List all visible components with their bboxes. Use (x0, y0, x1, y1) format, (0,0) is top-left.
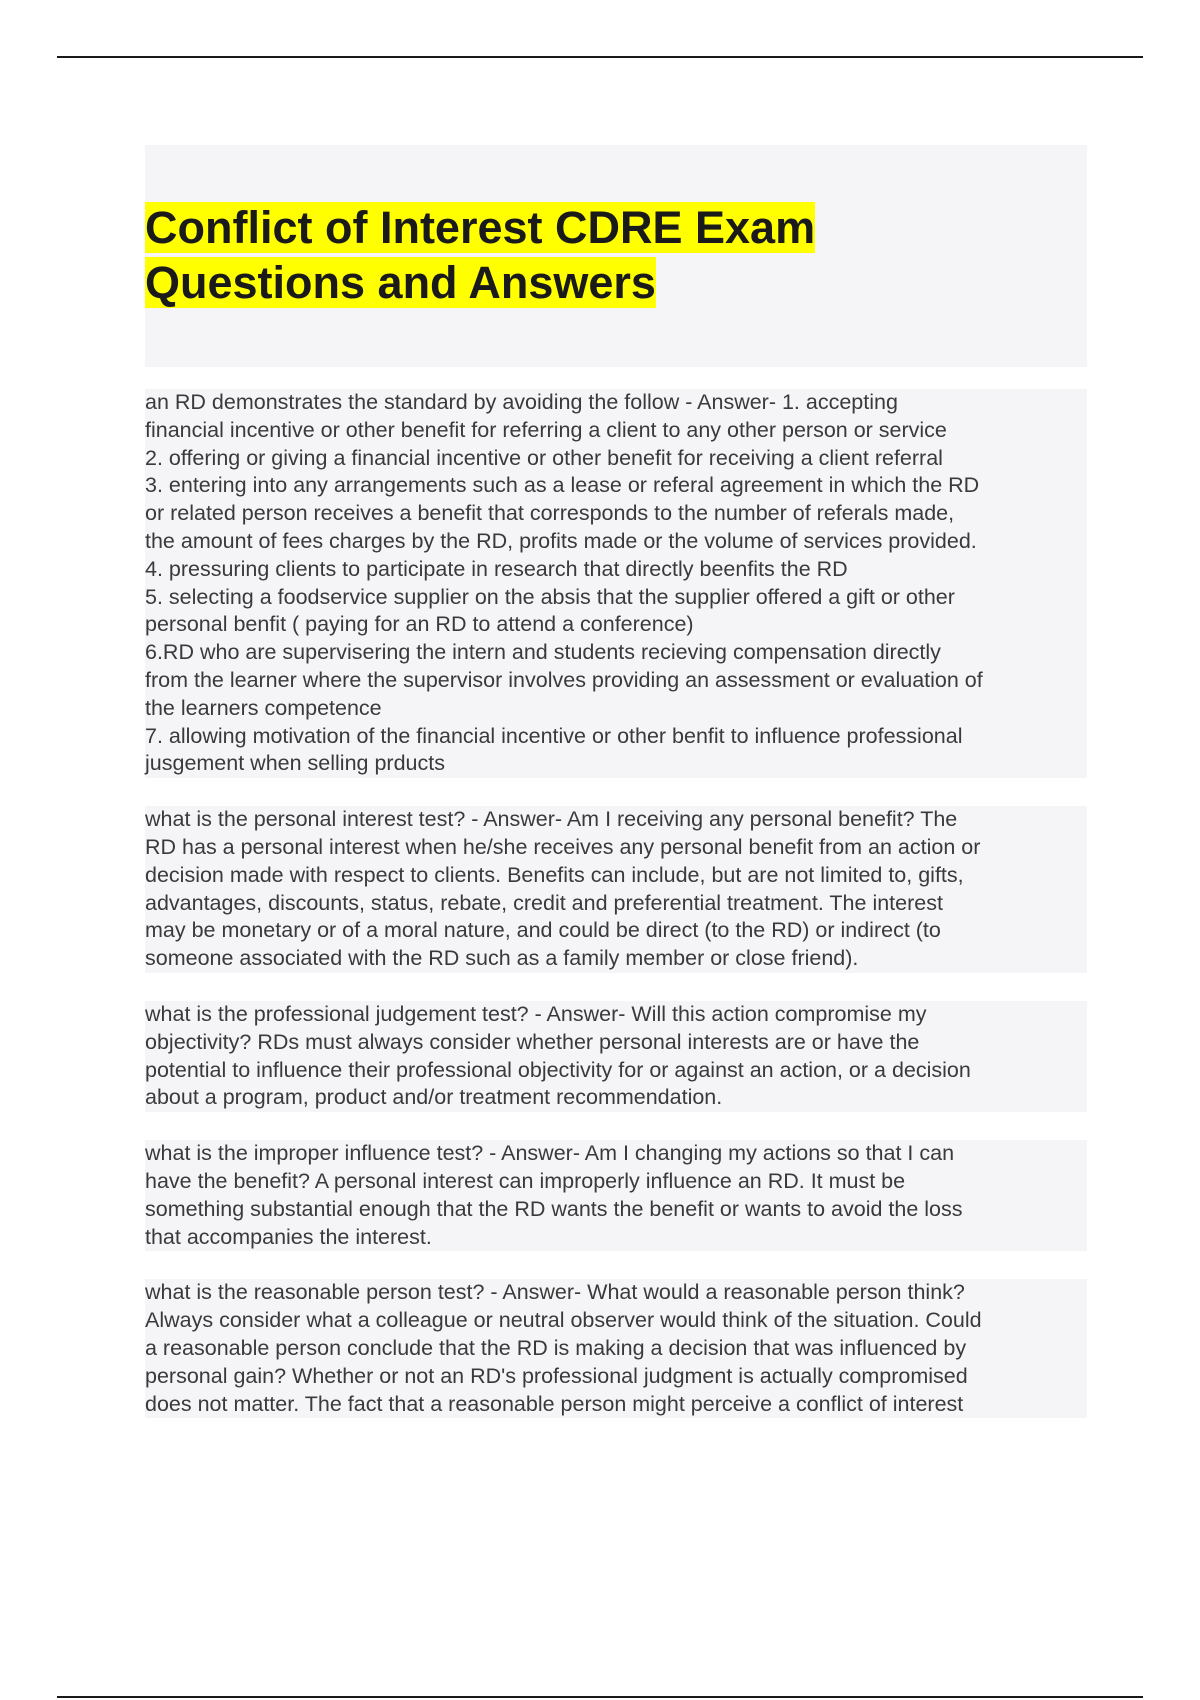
qa-text-line: RD has a personal interest when he/she receives any personal benefit from an action or (145, 834, 1087, 862)
qa-paragraph (145, 1140, 1087, 1251)
qa-text-line: 7. allowing motivation of the financial incentive or other benfit to influence professional (145, 723, 1087, 751)
qa-text-line: advantages, discounts, status, rebate, credit and preferential treatment. The interest (145, 890, 1087, 918)
document-title-line-1: Conflict of Interest CDRE Exam (145, 202, 816, 253)
qa-text-line: a reasonable person conclude that the RD is making a decision that was influenced by (145, 1335, 1087, 1363)
qa-paragraph (145, 389, 1087, 778)
footer-rule (57, 1696, 1143, 1698)
qa-text-line: from the learner where the supervisor involves providing an assessment or evaluation of (145, 667, 1087, 695)
qa-text-line: that accompanies the interest. (145, 1224, 1087, 1252)
qa-list (145, 389, 1087, 1418)
qa-text-line: have the benefit? A personal interest can improperly influence an RD. It must be (145, 1168, 1087, 1196)
qa-text-line: an RD demonstrates the standard by avoiding the follow - Answer- 1. accepting (145, 389, 1087, 417)
title-block (145, 145, 1087, 367)
qa-text-line: jusgement when selling prducts (145, 750, 1087, 778)
qa-text-line: may be monetary or of a moral nature, and could be direct (to the RD) or indirect (to (145, 917, 1087, 945)
qa-text-line: 4. pressuring clients to participate in research that directly beenfits the RD (145, 556, 1087, 584)
qa-text-line: Always consider what a colleague or neutral observer would think of the situation. Could (145, 1307, 1087, 1335)
qa-paragraph (145, 1001, 1087, 1112)
qa-text-line: objectivity? RDs must always consider whether personal interests are or have the (145, 1029, 1087, 1057)
qa-text-line: 2. offering or giving a financial incentive or other benefit for receiving a client referral (145, 445, 1087, 473)
qa-text-line: what is the reasonable person test? - Answer- What would a reasonable person think? (145, 1279, 1087, 1307)
qa-text-line: someone associated with the RD such as a family member or close friend). (145, 945, 1087, 973)
qa-text-line: the amount of fees charges by the RD, profits made or the volume of services provided. (145, 528, 1087, 556)
qa-text-line: personal benfit ( paying for an RD to attend a conference) (145, 611, 1087, 639)
qa-text-line: what is the professional judgement test? - Answer- Will this action compromise my (145, 1001, 1087, 1029)
qa-text-line: what is the improper influence test? - Answer- Am I changing my actions so that I can (145, 1140, 1087, 1168)
qa-text-line: does not matter. The fact that a reasonable person might perceive a conflict of interest (145, 1391, 1087, 1419)
qa-text-line: personal gain? Whether or not an RD's professional judgment is actually compromised (145, 1363, 1087, 1391)
qa-text-line: what is the personal interest test? - Answer- Am I receiving any personal benefit? The (145, 806, 1087, 834)
document-body (145, 145, 1087, 1446)
qa-text-line: or related person receives a benefit that corresponds to the number of referals made, (145, 500, 1087, 528)
document-title-line-2: Questions and Answers (145, 257, 656, 308)
qa-text-line: 3. entering into any arrangements such as a lease or referal agreement in which the RD (145, 472, 1087, 500)
qa-paragraph (145, 1279, 1087, 1418)
qa-paragraph (145, 806, 1087, 973)
header-rule (57, 56, 1143, 58)
qa-text-line: 6.RD who are supervisering the intern and students recieving compensation directly (145, 639, 1087, 667)
qa-text-line: 5. selecting a foodservice supplier on the absis that the supplier offered a gift or other (145, 584, 1087, 612)
qa-text-line: decision made with respect to clients. Benefits can include, but are not limited to, gifts, (145, 862, 1087, 890)
qa-text-line: about a program, product and/or treatment recommendation. (145, 1084, 1087, 1112)
qa-text-line: the learners competence (145, 695, 1087, 723)
qa-text-line: potential to influence their professional objectivity for or against an action, or a decision (145, 1057, 1087, 1085)
qa-text-line: financial incentive or other benefit for referring a client to any other person or service (145, 417, 1087, 445)
qa-text-line: something substantial enough that the RD wants the benefit or wants to avoid the loss (145, 1196, 1087, 1224)
